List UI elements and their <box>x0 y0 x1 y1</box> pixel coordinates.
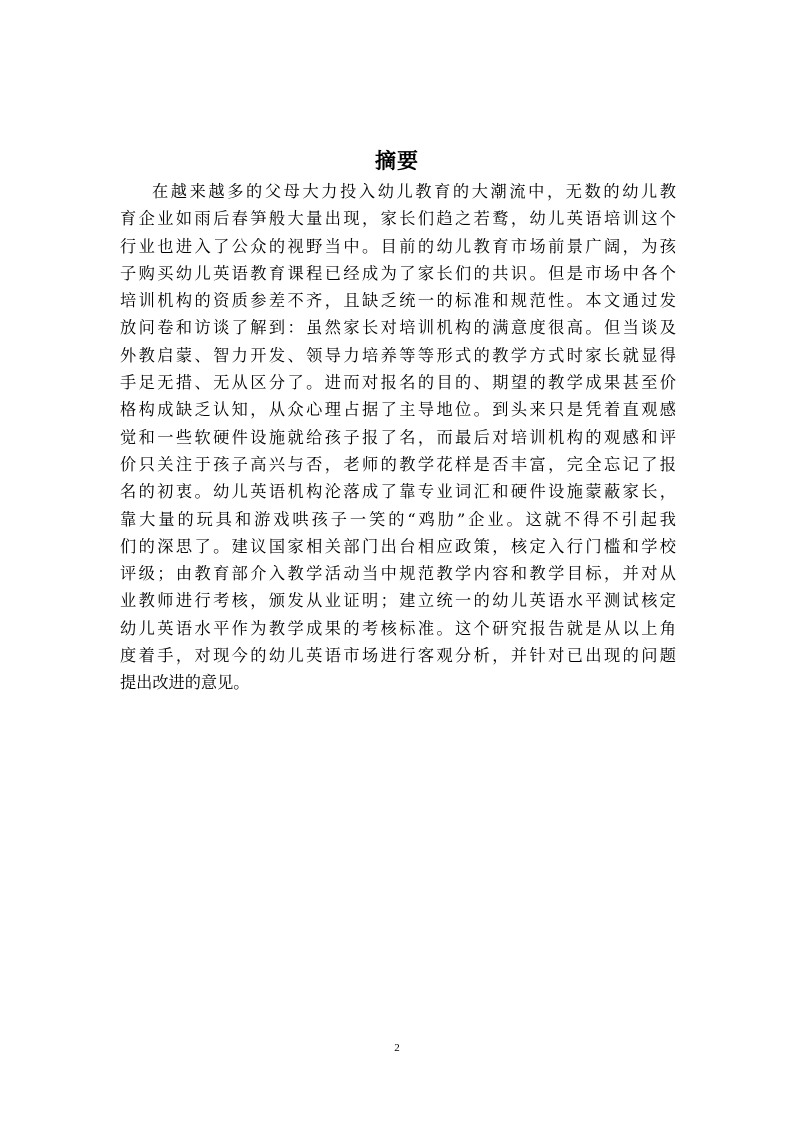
abstract-line: 评级；由教育部介入教学活动当中规范教学内容和教学目标，并对从 <box>120 564 676 584</box>
abstract-line: 度着手，对现今的幼儿英语市场进行客观分析，并针对已出现的问题 <box>120 646 676 666</box>
page-title: 摘要 <box>375 148 419 173</box>
abstract-line: 提出改进的意见。 <box>120 673 250 693</box>
abstract-line: 子购买幼儿英语教育课程已经成为了家长们的共识。但是市场中各个 <box>120 263 676 283</box>
abstract-line: 觉和一些软硬件设施就给孩子报了名，而最后对培训机构的观感和评 <box>120 427 676 447</box>
abstract-line: 在越来越多的父母大力投入幼儿教育的大潮流中，无数的幼儿教 <box>152 182 676 201</box>
abstract-line: 幼儿英语水平作为教学成果的考核标准。这个研究报告就是从以上角 <box>120 618 676 638</box>
abstract-line: 培训机构的资质参差不齐，且缺乏统一的标准和规范性。本文通过发 <box>120 291 676 311</box>
abstract-line: 手足无措、无从区分了。进而对报名的目的、期望的教学成果甚至价 <box>120 373 676 393</box>
abstract-line: 业教师进行考核，颁发从业证明；建立统一的幼儿英语水平测试核定 <box>120 591 676 611</box>
abstract-line: 育企业如雨后春笋般大量出现，家长们趋之若鹜，幼儿英语培训这个 <box>120 209 676 229</box>
abstract-line: 外教启蒙、智力开发、领导力培养等等形式的教学方式时家长就显得 <box>120 345 676 365</box>
abstract-line: 行业也进入了公众的视野当中。目前的幼儿教育市场前景广阔，为孩 <box>120 236 676 256</box>
abstract-line: 放问卷和访谈了解到：虽然家长对培训机构的满意度很高。但当谈及 <box>120 318 676 338</box>
abstract-line: 价只关注于孩子高兴与否，老师的教学花样是否丰富，完全忘记了报 <box>120 454 676 474</box>
abstract-line: 们的深思了。建议国家相关部门出台相应政策，核定入行门槛和学校 <box>120 536 676 556</box>
abstract-line: 靠大量的玩具和游戏哄孩子一笑的“鸡肋”企业。这就不得不引起我 <box>120 509 676 529</box>
abstract-line: 名的初衷。幼儿英语机构沦落成了靠专业词汇和硬件设施蒙蔽家长， <box>120 482 676 502</box>
page-number: 2 <box>394 1042 400 1054</box>
abstract-body <box>120 178 676 697</box>
abstract-line: 格构成缺乏认知，从众心理占据了主导地位。到头来只是凭着直观感 <box>120 400 676 420</box>
